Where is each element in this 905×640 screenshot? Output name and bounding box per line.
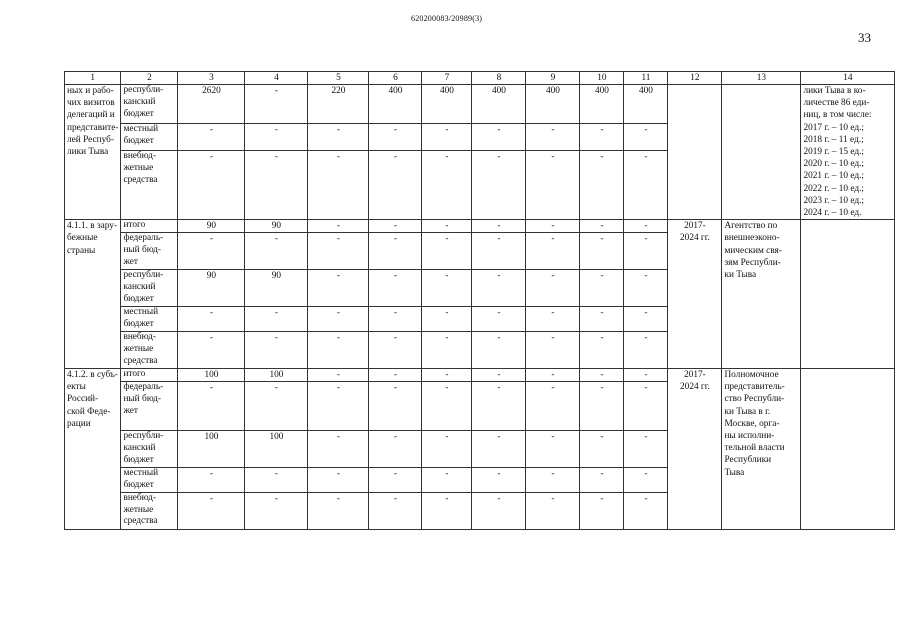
column-header: 1 bbox=[65, 72, 121, 85]
column-header: 5 bbox=[308, 72, 369, 85]
value-cell: - bbox=[422, 332, 472, 369]
value-cell: - bbox=[422, 233, 472, 270]
value-cell: - bbox=[526, 382, 580, 431]
value-cell: - bbox=[308, 492, 369, 529]
table-row bbox=[65, 85, 895, 124]
funding-source-cell: республи- канский бюджет bbox=[121, 431, 178, 468]
value-cell: 100 bbox=[245, 431, 308, 468]
value-cell: - bbox=[369, 468, 422, 493]
value-cell: - bbox=[526, 332, 580, 369]
value-cell: - bbox=[526, 369, 580, 382]
value-cell: 100 bbox=[245, 369, 308, 382]
value-cell: 100 bbox=[178, 369, 245, 382]
value-cell: - bbox=[245, 85, 308, 124]
value-cell: - bbox=[472, 382, 526, 431]
value-cell: - bbox=[472, 332, 526, 369]
value-cell: - bbox=[422, 124, 472, 151]
value-cell: - bbox=[178, 468, 245, 493]
value-cell: - bbox=[472, 431, 526, 468]
value-cell: - bbox=[624, 307, 668, 332]
value-cell: - bbox=[580, 468, 624, 493]
value-cell: - bbox=[178, 151, 245, 220]
value-cell: - bbox=[308, 431, 369, 468]
value-cell: - bbox=[472, 124, 526, 151]
value-cell: - bbox=[624, 492, 668, 529]
value-cell: - bbox=[526, 270, 580, 307]
value-cell: - bbox=[526, 307, 580, 332]
value-cell: - bbox=[624, 233, 668, 270]
value-cell: - bbox=[369, 151, 422, 220]
value-cell: 90 bbox=[245, 220, 308, 233]
value-cell: - bbox=[472, 220, 526, 233]
column-header: 7 bbox=[422, 72, 472, 85]
column-header: 12 bbox=[668, 72, 722, 85]
value-cell: - bbox=[422, 270, 472, 307]
value-cell: - bbox=[472, 270, 526, 307]
value-cell: - bbox=[580, 124, 624, 151]
value-cell: - bbox=[422, 431, 472, 468]
value-cell: - bbox=[369, 332, 422, 369]
value-cell: - bbox=[178, 332, 245, 369]
value-cell: 400 bbox=[580, 85, 624, 124]
value-cell: - bbox=[369, 382, 422, 431]
value-cell: - bbox=[369, 307, 422, 332]
period-cell: 2017- 2024 гг. bbox=[668, 220, 722, 369]
value-cell: - bbox=[245, 151, 308, 220]
value-cell: - bbox=[178, 307, 245, 332]
value-cell: - bbox=[245, 332, 308, 369]
value-cell: 400 bbox=[526, 85, 580, 124]
value-cell: - bbox=[580, 151, 624, 220]
value-cell: - bbox=[580, 270, 624, 307]
value-cell: - bbox=[308, 151, 369, 220]
column-header: 14 bbox=[801, 72, 895, 85]
value-cell: - bbox=[580, 220, 624, 233]
value-cell: - bbox=[308, 270, 369, 307]
value-cell: - bbox=[245, 468, 308, 493]
value-cell: - bbox=[624, 332, 668, 369]
value-cell: 90 bbox=[178, 220, 245, 233]
indicator-cell bbox=[801, 220, 895, 369]
value-cell: - bbox=[245, 233, 308, 270]
funding-source-cell: федераль- ный бюд- жет bbox=[121, 382, 178, 431]
value-cell: - bbox=[526, 124, 580, 151]
value-cell: - bbox=[245, 382, 308, 431]
funding-source-cell: внебюд- жетные средства bbox=[121, 151, 178, 220]
value-cell: - bbox=[526, 220, 580, 233]
value-cell: - bbox=[308, 468, 369, 493]
value-cell: - bbox=[422, 468, 472, 493]
period-cell bbox=[668, 85, 722, 220]
value-cell: - bbox=[472, 492, 526, 529]
funding-source-cell: внебюд- жетные средства bbox=[121, 492, 178, 529]
value-cell: - bbox=[308, 124, 369, 151]
value-cell: - bbox=[369, 220, 422, 233]
funding-source-cell: местный бюджет bbox=[121, 468, 178, 493]
table-row bbox=[65, 220, 895, 233]
header-row bbox=[65, 72, 895, 85]
value-cell: - bbox=[472, 233, 526, 270]
value-cell: - bbox=[526, 492, 580, 529]
value-cell: - bbox=[580, 382, 624, 431]
value-cell: - bbox=[245, 492, 308, 529]
value-cell: - bbox=[422, 492, 472, 529]
funding-source-cell: итого bbox=[121, 220, 178, 233]
funding-source-cell: республи- канский бюджет bbox=[121, 85, 178, 124]
value-cell: - bbox=[580, 369, 624, 382]
value-cell: - bbox=[422, 220, 472, 233]
value-cell: - bbox=[422, 369, 472, 382]
column-header: 3 bbox=[178, 72, 245, 85]
value-cell: - bbox=[308, 382, 369, 431]
executor-cell: Агентство по внешнеэконо- мическим свя- зям Республи- ки Тыва bbox=[722, 220, 801, 369]
value-cell: 220 bbox=[308, 85, 369, 124]
value-cell: - bbox=[422, 382, 472, 431]
value-cell: - bbox=[308, 369, 369, 382]
column-header: 2 bbox=[121, 72, 178, 85]
value-cell: - bbox=[624, 382, 668, 431]
value-cell: - bbox=[624, 220, 668, 233]
value-cell: - bbox=[580, 233, 624, 270]
value-cell: - bbox=[308, 307, 369, 332]
value-cell: 400 bbox=[472, 85, 526, 124]
value-cell: - bbox=[624, 431, 668, 468]
page-number: 33 bbox=[858, 30, 871, 45]
value-cell: - bbox=[624, 124, 668, 151]
value-cell: - bbox=[178, 492, 245, 529]
value-cell: - bbox=[526, 233, 580, 270]
value-cell: - bbox=[472, 307, 526, 332]
funding-source-cell: республи- канский бюджет bbox=[121, 270, 178, 307]
program-table bbox=[64, 71, 895, 530]
value-cell: 100 bbox=[178, 431, 245, 468]
value-cell: - bbox=[369, 369, 422, 382]
value-cell: - bbox=[369, 431, 422, 468]
value-cell: - bbox=[580, 332, 624, 369]
funding-source-cell: федераль- ный бюд- жет bbox=[121, 233, 178, 270]
value-cell: - bbox=[245, 124, 308, 151]
indicator-cell: лики Тыва в ко- личестве 86 еди- ниц, в том числе: 2017 г. – 10 ед.; 2018 г. – 11 ед.; 2019 г. – 15 ед.; 2020 г. – 10 ед.; 2021 г. – 10 ед.; 2022 г. – 10 ед.; 2023 г. – 10 ед.; 2024 г. – 10 ед. bbox=[801, 85, 895, 220]
activity-cell: 4.1.2. в субъ- екты Россий- ской Феде- рации bbox=[65, 369, 121, 530]
value-cell: - bbox=[369, 270, 422, 307]
value-cell: - bbox=[308, 233, 369, 270]
indicator-cell bbox=[801, 369, 895, 530]
value-cell: 400 bbox=[369, 85, 422, 124]
value-cell: - bbox=[369, 233, 422, 270]
value-cell: 400 bbox=[624, 85, 668, 124]
document-id: 620200083/20989(3) bbox=[411, 14, 483, 23]
value-cell: - bbox=[624, 151, 668, 220]
activity-cell: ных и рабо- чих визитов делегаций и представите- лей Респуб- лики Тыва bbox=[65, 85, 121, 220]
value-cell: - bbox=[580, 431, 624, 468]
column-header: 11 bbox=[624, 72, 668, 85]
value-cell: - bbox=[526, 468, 580, 493]
value-cell: 90 bbox=[178, 270, 245, 307]
period-cell: 2017- 2024 гг. bbox=[668, 369, 722, 530]
table-row bbox=[65, 369, 895, 382]
value-cell: 2620 bbox=[178, 85, 245, 124]
executor-cell bbox=[722, 85, 801, 220]
value-cell: - bbox=[369, 124, 422, 151]
value-cell: - bbox=[178, 233, 245, 270]
column-header: 10 bbox=[580, 72, 624, 85]
column-header: 13 bbox=[722, 72, 801, 85]
value-cell: - bbox=[580, 307, 624, 332]
value-cell: - bbox=[472, 369, 526, 382]
executor-cell: Полномочное представитель- ство Республи- ки Тыва в г. Москве, орга- ны исполни- тельной власти Республики Тыва bbox=[722, 369, 801, 530]
value-cell: - bbox=[422, 151, 472, 220]
value-cell: 90 bbox=[245, 270, 308, 307]
value-cell: - bbox=[308, 332, 369, 369]
funding-source-cell: итого bbox=[121, 369, 178, 382]
funding-source-cell: местный бюджет bbox=[121, 307, 178, 332]
column-header: 8 bbox=[472, 72, 526, 85]
value-cell: - bbox=[526, 431, 580, 468]
value-cell: - bbox=[624, 468, 668, 493]
value-cell: - bbox=[526, 151, 580, 220]
funding-source-cell: местный бюджет bbox=[121, 124, 178, 151]
value-cell: - bbox=[178, 382, 245, 431]
activity-cell: 4.1.1. в зару- бежные страны bbox=[65, 220, 121, 369]
value-cell: - bbox=[472, 151, 526, 220]
value-cell: - bbox=[624, 270, 668, 307]
column-header: 9 bbox=[526, 72, 580, 85]
value-cell: - bbox=[178, 124, 245, 151]
value-cell: - bbox=[624, 369, 668, 382]
value-cell: - bbox=[472, 468, 526, 493]
value-cell: - bbox=[308, 220, 369, 233]
column-header: 6 bbox=[369, 72, 422, 85]
value-cell: - bbox=[369, 492, 422, 529]
value-cell: - bbox=[422, 307, 472, 332]
funding-source-cell: внебюд- жетные средства bbox=[121, 332, 178, 369]
value-cell: - bbox=[580, 492, 624, 529]
value-cell: - bbox=[245, 307, 308, 332]
value-cell: 400 bbox=[422, 85, 472, 124]
column-header: 4 bbox=[245, 72, 308, 85]
